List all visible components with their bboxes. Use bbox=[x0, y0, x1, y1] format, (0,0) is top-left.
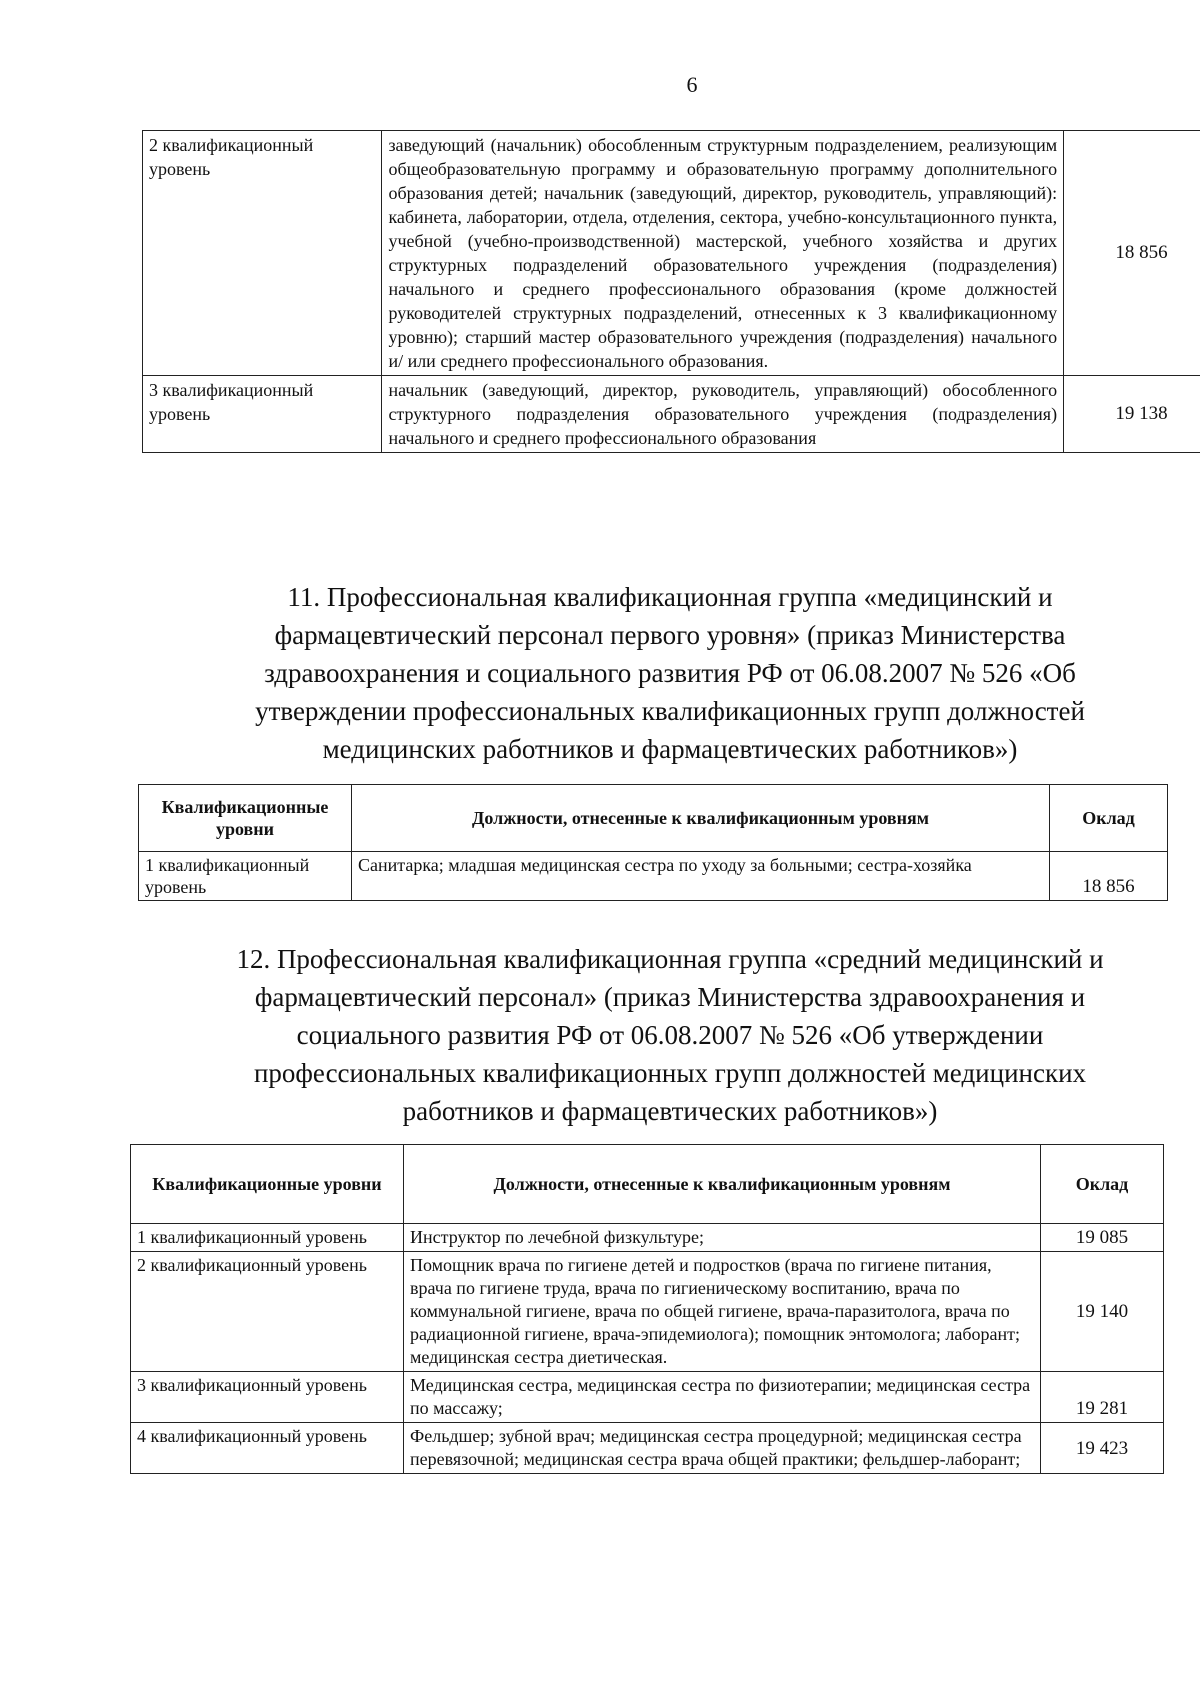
header-salary: Оклад bbox=[1041, 1145, 1164, 1224]
header-salary: Оклад bbox=[1050, 785, 1168, 852]
section-12-heading: 12. Профессиональная квалификационная группа «средний медицинский и фармацевтический персонал» (приказ Министерства здравоохранения и социального развития РФ от 06.08.2007 № 526 «Об утверждении профессиональных квалификационных групп должностей медицинских работников и фармацевтических работников») bbox=[236, 944, 1104, 1126]
level-cell: 2 квалификационный уровень bbox=[131, 1252, 404, 1372]
salary-cell: 19 140 bbox=[1041, 1252, 1164, 1372]
positions-cell: Помощник врача по гигиене детей и подростков (врача по гигиене питания, врача по гигиене труда, врача по гигиеническому воспитанию, врача по коммунальной гигиене, врача по общей гигиене, врача-паразитолога, врача по радиационной гигиене, врача-эпидемиолога); помощник энтомолога; лаборант; медицинская сестра диетическая. bbox=[404, 1252, 1041, 1372]
section-11-table bbox=[138, 784, 1168, 901]
header-positions: Должности, отнесенные к квалификационным уровням bbox=[404, 1145, 1041, 1224]
header-positions: Должности, отнесенные к квалификационным уровням bbox=[352, 785, 1050, 852]
table-row bbox=[131, 1224, 1164, 1252]
salary-cell: 19 138 bbox=[1064, 376, 1200, 453]
table-row bbox=[143, 131, 1200, 376]
salary-cell: 18 856 bbox=[1050, 852, 1168, 901]
section-12-table bbox=[130, 1144, 1164, 1474]
section-11-heading: 11. Профессиональная квалификационная группа «медицинский и фармацевтический персонал первого уровня» (приказ Министерства здравоохранения и социального развития РФ от 06.08.2007 № 526 «Об утверждении профессиональных квалификационных групп должностей медицинских работников и фармацевтических работников») bbox=[255, 582, 1085, 764]
level-cell: 3 квалификационный уровень bbox=[131, 1372, 404, 1423]
level-cell: 3 квалификационный уровень bbox=[143, 376, 382, 453]
level-cell: 4 квалификационный уровень bbox=[131, 1423, 404, 1474]
salary-cell: 18 856 bbox=[1064, 131, 1200, 376]
positions-cell: Санитарка; младшая медицинская сестра по уходу за больными; сестра-хозяйка bbox=[352, 852, 1050, 901]
header-levels: Квалификационные уровни bbox=[131, 1145, 404, 1224]
level-cell: 2 квалификационный уровень bbox=[143, 131, 382, 376]
positions-cell: начальник (заведующий, директор, руководитель, управляющий) обособленного структурного подразделения образовательного учреждения (подразделения) начального и среднего профессионального образования bbox=[382, 376, 1064, 453]
table-row bbox=[139, 852, 1168, 901]
positions-cell: Инструктор по лечебной физкультуре; bbox=[404, 1224, 1041, 1252]
salary-cell: 19 281 bbox=[1041, 1372, 1164, 1423]
header-row bbox=[139, 785, 1168, 852]
header-levels: Квалификационные уровни bbox=[139, 785, 352, 852]
page-number: 6 bbox=[686, 72, 698, 97]
continued-table bbox=[142, 130, 1200, 453]
table-row bbox=[143, 376, 1200, 453]
positions-cell: Медицинская сестра, медицинская сестра по физиотерапии; медицинская сестра по массажу; bbox=[404, 1372, 1041, 1423]
level-cell: 1 квалификационный уровень bbox=[131, 1224, 404, 1252]
header-row bbox=[131, 1145, 1164, 1224]
salary-cell: 19 085 bbox=[1041, 1224, 1164, 1252]
table-row bbox=[131, 1372, 1164, 1423]
level-cell: 1 квалификационный уровень bbox=[139, 852, 352, 901]
table-row bbox=[131, 1423, 1164, 1474]
positions-cell: заведующий (начальник) обособленным структурным подразделением, реализующим общеобразовательную программу и образовательную программу дополнительного образования детей; начальник (заведующий, директор, руководитель, управляющий): кабинета, лаборатории, отдела, отделения, сектора, учебно-консультационного пункта, учебной (учебно-производственной) мастерской, учебного хозяйства и других структурных подразделений образовательного учреждения (подразделения) начального и среднего профессионального образования (кроме должностей руководителей структурных подразделений, отнесенных к 3 квалификационному уровню); старший мастер образовательного учреждения (подразделения) начального и/ или среднего профессионального образования. bbox=[382, 131, 1064, 376]
salary-cell: 19 423 bbox=[1041, 1423, 1164, 1474]
positions-cell: Фельдшер; зубной врач; медицинская сестра процедурной; медицинская сестра перевязочной; медицинская сестра врача общей практики; фельдшер-лаборант; bbox=[404, 1423, 1041, 1474]
table-row bbox=[131, 1252, 1164, 1372]
